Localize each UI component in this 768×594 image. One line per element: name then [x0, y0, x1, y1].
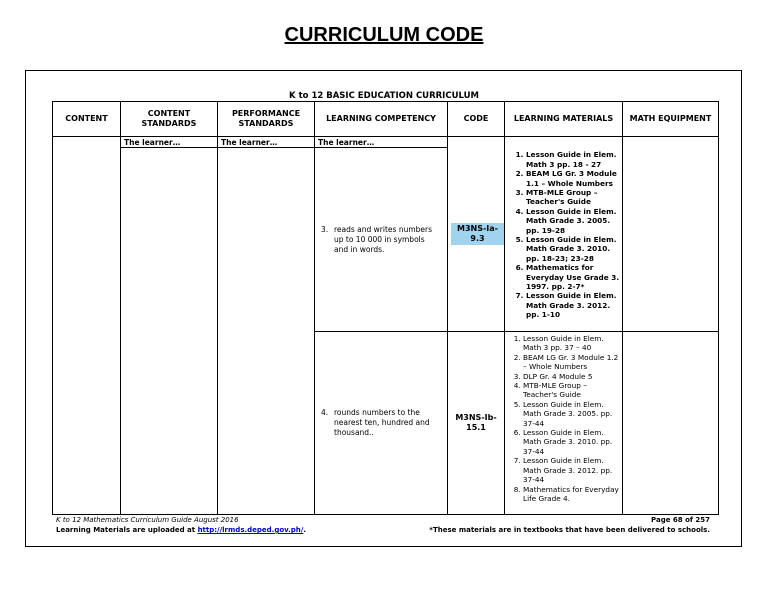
footer-upload-prefix: Learning Materials are uploaded at [56, 526, 198, 534]
curriculum-table [52, 101, 719, 515]
content-standards-cell [121, 148, 218, 515]
list-item: 1. Lesson Guide in Elem. Math 3 pp. 18 - 27 [526, 150, 622, 169]
list-item: 2. BEAM LG Gr. 3 Module 1.1 – Whole Numbers [526, 169, 622, 188]
list-item: 1. Lesson Guide in Elem. Math 3 pp. 37 – 40 [523, 334, 622, 353]
learner-label: The learner… [218, 137, 315, 148]
footer-guide: K to 12 Mathematics Curriculum Guide August 2016 [56, 516, 239, 524]
list-item: 7. Lesson Guide in Elem. Math Grade 3. 2012. pp. 37-44 [523, 456, 622, 484]
lrmds-link[interactable]: http://lrmds.deped.gov.ph/ [197, 526, 304, 534]
list-item: 2. BEAM LG Gr. 3 Module 1.2 – Whole Numbers [523, 353, 622, 372]
materials-list [505, 334, 622, 503]
code-highlight: M3NS-Ia-9.3 [451, 223, 504, 245]
materials-cell [505, 137, 623, 332]
code-cell [448, 332, 505, 515]
code-cell [448, 137, 505, 332]
header-content-standards: CONTENT STANDARDS [121, 102, 218, 137]
footer-upload-note [56, 526, 306, 534]
list-item: 3. MTB-MLE Group – Teacher's Guide [526, 188, 622, 207]
equipment-cell [623, 137, 719, 332]
competency-cell [315, 148, 448, 332]
list-item: 5. Lesson Guide in Elem. Math Grade 3. 2010. pp. 18-23; 23-28 [526, 235, 622, 263]
header-learning-materials: LEARNING MATERIALS [505, 102, 623, 137]
header-content: CONTENT [53, 102, 121, 137]
page-title: CURRICULUM CODE [284, 24, 484, 46]
learner-label: The learner… [121, 137, 218, 148]
materials-cell [505, 332, 623, 515]
page-number: Page 68 of 257 [651, 516, 710, 524]
header-code: CODE [448, 102, 505, 137]
competency-number: 3. [321, 224, 329, 234]
competency-text: rounds numbers to the nearest ten, hundred and thousand.. [334, 408, 430, 437]
competency-text: reads and writes numbers up to 10 000 in symbols and in words. [334, 224, 433, 254]
competency-cell [315, 332, 448, 515]
footer-upload-suffix: . [303, 526, 307, 534]
code-value: M3NS-Ib-15.1 [455, 413, 497, 432]
learner-label: The learner… [315, 137, 448, 148]
list-item: 7. Lesson Guide in Elem. Math Grade 3. 2012. pp. 1-10 [526, 291, 622, 319]
list-item: 4. MTB-MLE Group – Teacher's Guide [523, 381, 622, 400]
footer-textbook-note: *These materials are in textbooks that have been delivered to schools. [429, 526, 710, 534]
content-cell [53, 137, 121, 515]
list-item: 6. Lesson Guide in Elem. Math Grade 3. 2010. pp. 37-44 [523, 428, 622, 456]
learner-row [53, 137, 719, 148]
list-item: 3. DLP Gr. 4 Module 5 [523, 372, 622, 381]
header-performance-standards: PERFORMANCE STANDARDS [218, 102, 315, 137]
header-math-equipment: MATH EQUIPMENT [623, 102, 719, 137]
table-title: K to 12 BASIC EDUCATION CURRICULUM [289, 91, 479, 101]
performance-standards-cell [218, 148, 315, 515]
equipment-cell [623, 332, 719, 515]
list-item: 6. Mathematics for Everyday Use Grade 3. 1997. pp. 2-7* [526, 263, 622, 291]
list-item: 4. Lesson Guide in Elem. Math Grade 3. 2005. pp. 19-28 [526, 207, 622, 235]
header-row [53, 102, 719, 137]
list-item: 8. Mathematics for Everyday Life Grade 4. [523, 485, 622, 504]
materials-list [508, 150, 622, 319]
header-learning-competency: LEARNING COMPETENCY [315, 102, 448, 137]
list-item: 5. Lesson Guide in Elem. Math Grade 3. 2005. pp. 37-44 [523, 400, 622, 428]
competency-number: 4. [321, 408, 329, 417]
